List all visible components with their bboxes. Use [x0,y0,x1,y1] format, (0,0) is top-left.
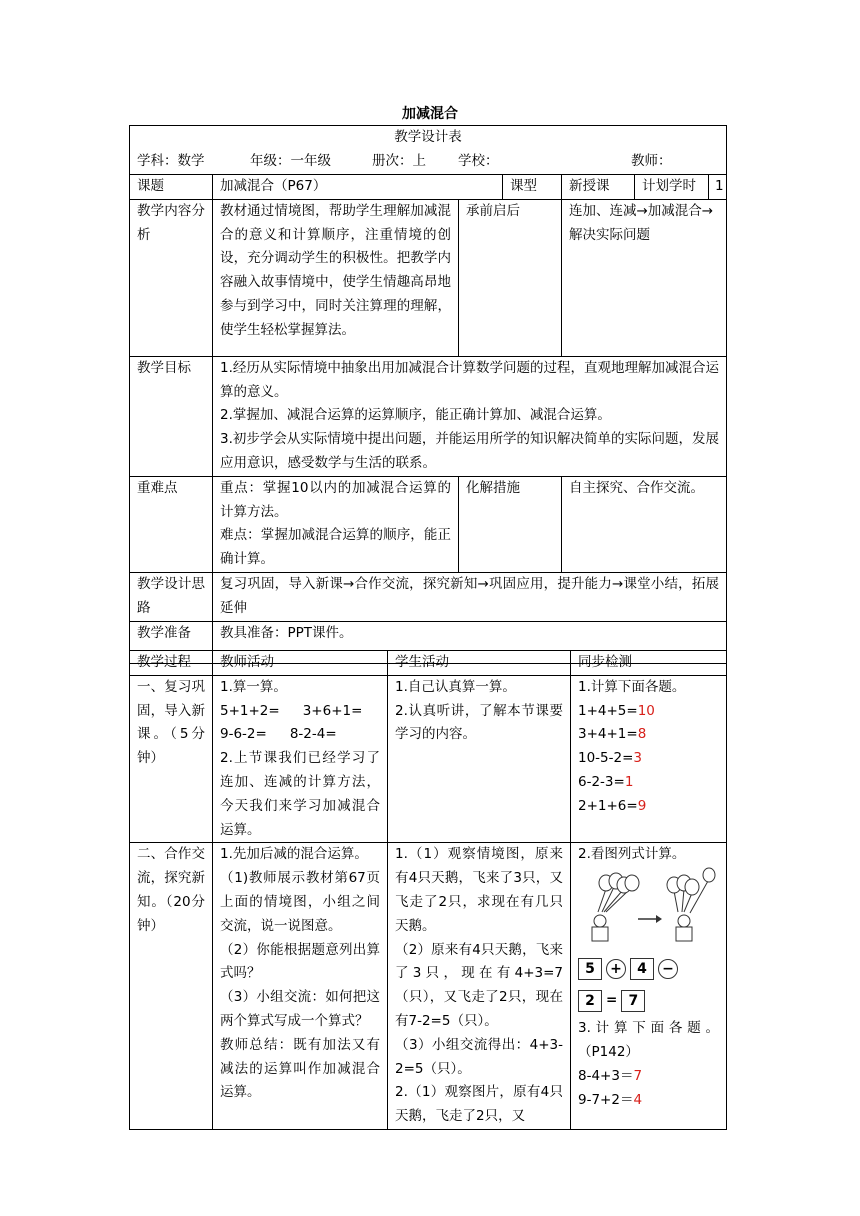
content-analysis-row [130,199,727,356]
student-step: （2）原来有4只天鹅，飞来了3只，现在有4+3=7（只），又飞走了2只，现在有7-2=5（只）。 [395,941,563,1029]
goals-row [130,356,727,476]
document-title: 加减混合 [402,106,458,122]
equation-line [578,953,719,985]
subject-label: 学科：数学 [137,152,205,169]
check-item: 10-5-2=3 [578,750,643,767]
number-box: 2 [578,990,602,1012]
teacher-step: 2.上节课我们已经学习了连加、连减的计算方法，今天我们来学习加减混合运算。 [220,750,380,838]
key-points-text [213,476,459,572]
lesson-row [130,174,727,199]
content-analysis-label: 教学内容分析 [130,199,213,356]
content-analysis-text: 教材通过情境图，帮助学生理解加减混合的意义和计算顺序，注重情境的创设，充分调动学生的积极性。把教学内容融入故事情境中，使学生情趣高昂地参与到学习中，同时关注算理的理解，使学生轻松掌握算法。 [213,199,459,356]
lesson-type-value: 新授课 [562,174,635,199]
process-col-student: 学生活动 [388,651,571,676]
equation-line [578,985,719,1017]
check-item: 9-7+2＝4 [578,1091,643,1108]
operator-circle: − [658,959,678,979]
key-point: 重点：掌握10以内的加减混合运算的计算方法。 [220,479,451,520]
lesson-hours-label: 计划学时 [635,175,709,199]
goals-list [213,356,727,476]
difficult-point: 难点：掌握加减混合运算的顺序，能正确计算。 [220,527,451,568]
goal-item: 2.掌握加、减混合运算的运算顺序，能正确计算加、减混合运算。 [220,407,611,424]
exercise: 8-2-4= [289,726,337,743]
preparation-text: 教具准备：PPT课件。 [213,621,727,663]
stage1-label: 一、复习巩固，导入新课。（5分钟） [130,675,213,843]
content-right-text: 连加、连减→加减混合→解决实际问题 [562,199,727,356]
number-box: 7 [621,990,645,1012]
check-item: 6-2-3=1 [578,773,634,790]
check-answer: 10 [637,702,655,719]
check-answer: 4 [633,1091,643,1108]
stage1-row [130,675,727,843]
teacher-step: 教师总结：既有加法又有减法的运算叫作加减混合运算。 [220,1036,380,1101]
check-title: 1.计算下面各题。 [578,678,686,695]
student-step: （3）小组交流得出：4+3-2=5（只）。 [395,1036,563,1077]
teacher-step: （1)教师展示教材第67页上面的情境图，小组之间交流，说一说图意。 [220,870,380,934]
operator-circle: + [606,959,626,979]
stage2-check [571,843,727,1130]
balloon-picture-icon [578,867,718,947]
teacher-step: （3）小组交流：如何把这两个算式写成一个算式？ [220,989,380,1029]
goal-item: 1.经历从实际情境中抽象出用加减混合计算数学问题的过程，直观地理解加减混合运算的意义。 [220,359,719,400]
student-step: 1.自己认真算一算。 [395,678,516,695]
lesson-design-table [129,125,727,664]
teacher-label: 教师： [631,152,672,169]
check-item: 2+1+6=9 [578,797,647,814]
design-idea-label: 教学设计思路 [130,572,213,621]
lesson-type-label: 课型 [503,174,562,199]
process-table [129,650,727,1130]
lesson-hours-value: 1 [715,177,724,194]
process-col-check: 同步检测 [571,651,727,676]
design-idea-text: 复习巩固，导入新课→合作交流，探究新知→巩固应用，提升能力→课堂小结，拓展延伸 [213,572,727,621]
stage2-teacher [213,843,388,1130]
exercise: 3+6+1= [302,702,363,719]
student-step: 2.（1）观察图片，原有4只天鹅，飞走了2只，又 [395,1084,563,1125]
check-item: 3+4+1=8 [578,726,647,743]
teacher-step: （2）你能根据题意列出算式吗？ [220,941,380,982]
number-box: 5 [578,958,602,980]
table-title: 教学设计表 [394,129,462,145]
goals-label: 教学目标 [130,356,213,476]
stage2-label: 二、合作交流，探究新知。（20分钟） [130,843,213,1130]
student-step: 2.认真听讲，了解本节课要学习的内容。 [395,702,563,743]
check-answer: 8 [637,726,647,743]
goal-item: 3.初步学会从实际情境中提出问题，并能运用所学的知识解决简单的实际问题，发展应用意识，感受数学与生活的联系。 [220,431,719,471]
check-title: 3.计算下面各题。（P142） [578,1020,719,1060]
process-col-teacher: 教师活动 [213,651,388,676]
check-item: 1+4+5=10 [578,702,655,719]
stage2-student [388,843,571,1130]
design-idea-row [130,572,727,621]
key-points-row [130,476,727,572]
key-mid-label: 化解措施 [459,476,562,572]
check-answer: 1 [624,773,634,790]
process-col-stage: 教学过程 [130,651,213,676]
check-title: 2.看图列式计算。 [578,846,686,863]
student-step: 1.（1）观察情境图，原来有4只天鹅，飞来了3只，又飞走了2只，求现在有几只天鹅。 [395,846,563,934]
number-box: 4 [630,958,654,980]
stage2-row [130,843,727,1130]
key-points-label: 重难点 [130,476,213,572]
check-item: 8-4+3＝7 [578,1067,643,1084]
exercise: 5+1+2= [220,702,280,719]
check-answer: 9 [637,797,647,814]
lesson-hours-cell [635,174,727,199]
info-line [137,150,719,174]
volume-label: 册次：上 [372,152,426,169]
lesson-label: 课题 [130,174,213,199]
school-label: 学校： [458,152,499,169]
teacher-step: 1.先加后减的混合运算。 [220,846,368,863]
stage1-teacher [213,675,388,843]
check-answer: 7 [633,1067,643,1084]
grade-label: 年级：一年级 [250,152,331,169]
stage1-student [388,675,571,843]
swan-illustration [578,867,719,953]
stage1-check [571,675,727,843]
key-right-text: 自主探究、合作交流。 [562,476,727,572]
process-header-row [130,651,727,676]
check-answer: 3 [633,750,643,767]
equals-sign: = [606,992,618,1009]
exercise: 9-6-2= [220,726,267,743]
content-mid-label: 承前启后 [459,199,562,356]
table-header-row [130,126,727,175]
lesson-value: 加减混合（P67） [213,174,503,199]
preparation-label: 教学准备 [130,621,213,663]
teacher-step: 1.算一算。 [220,678,287,695]
